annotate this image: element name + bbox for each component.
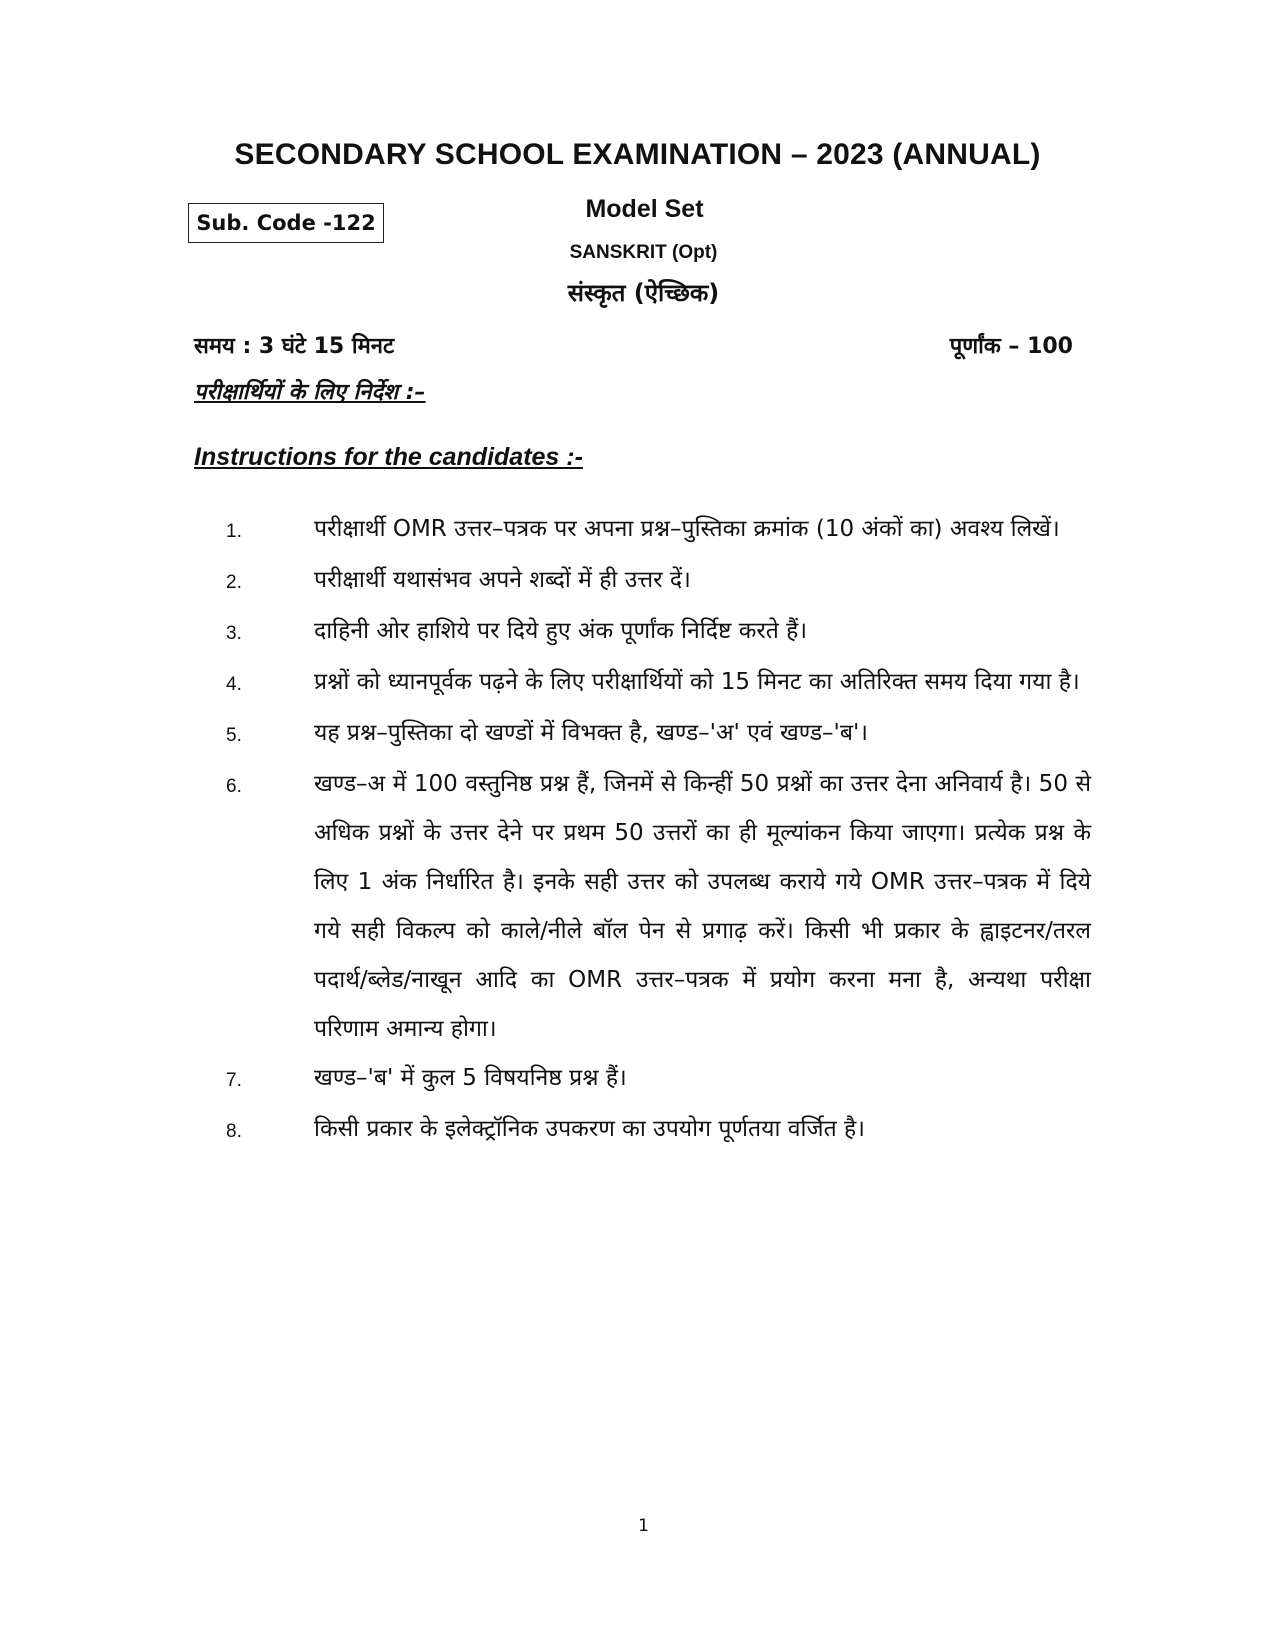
exam-duration: समय : 3 घंटे 15 मिनट bbox=[194, 334, 395, 359]
instruction-text: दाहिनी ओर हाशिये पर दिये हुए अंक पूर्णांक निर्दिष्ट करते हैं। bbox=[314, 618, 808, 644]
instruction-item bbox=[226, 1054, 1091, 1105]
instruction-number: 3. bbox=[226, 623, 242, 644]
subject-name-english: SANSKRIT (Opt) bbox=[569, 242, 718, 263]
exam-title: SECONDARY SCHOOL EXAMINATION – 2023 (ANNUAL) bbox=[234, 138, 1041, 171]
instruction-number: 8. bbox=[226, 1121, 242, 1142]
instruction-list bbox=[226, 505, 1091, 1156]
instruction-text: परीक्षार्थी यथासंभव अपने शब्दों में ही उत्तर दें। bbox=[314, 567, 691, 593]
instruction-number: 1. bbox=[226, 521, 242, 542]
instruction-text: खण्ड–अ में 100 वस्तुनिष्ठ प्रश्न हैं, जिनमें से किन्हीं 50 प्रश्नों का उत्तर देना अनिवार्य है। 50 से अधिक प्रश्नों के उत्तर देने पर प्रथम 50 उत्तरों का ही मूल्यांकन किया जाएगा। प्रत्येक प्रश्न के लिए 1 अंक निर्धारित है। इनके सही उत्तर को उपलब्ध कराये गये OMR उत्तर–पत्रक में दिये गये सही विकल्प को काले/नीले बॉल पेन से प्रगाढ़ करें। किसी भी प्रकार के ह्वाइटनर/तरल पदार्थ/ब्लेड/नाखून आदि का OMR उत्तर–पत्रक में प्रयोग करना मना है, अन्यथा परीक्षा परिणाम अमान्य होगा। bbox=[314, 771, 1091, 1042]
page-number: 1 bbox=[638, 1516, 649, 1536]
instruction-text: यह प्रश्न–पुस्तिका दो खण्डों में विभक्त है, खण्ड–'अ' एवं खण्ड–'ब'। bbox=[314, 720, 869, 746]
instruction-number: 2. bbox=[226, 572, 242, 593]
instruction-item bbox=[226, 556, 1091, 607]
instruction-item bbox=[226, 658, 1091, 709]
instruction-text: प्रश्नों को ध्यानपूर्वक पढ़ने के लिए परीक्षार्थियों को 15 मिनट का अतिरिक्त समय दिया गया है। bbox=[314, 669, 1080, 695]
instruction-item bbox=[226, 1105, 1091, 1156]
instruction-number: 7. bbox=[226, 1070, 242, 1091]
instruction-item bbox=[226, 505, 1091, 556]
full-marks: पूर्णांक – 100 bbox=[949, 334, 1073, 359]
instruction-number: 4. bbox=[226, 674, 242, 695]
model-set-label: Model Set bbox=[585, 195, 704, 223]
instruction-number: 6. bbox=[226, 776, 242, 797]
instruction-text: किसी प्रकार के इलेक्ट्रॉनिक उपकरण का उपयोग पूर्णतया वर्जित है। bbox=[314, 1116, 865, 1142]
instruction-number: 5. bbox=[226, 725, 242, 746]
instruction-item bbox=[226, 607, 1091, 658]
subject-code-box: Sub. Code -122 bbox=[188, 203, 384, 243]
instructions-heading-hindi: परीक्षार्थियों के लिए निर्देश :– bbox=[194, 380, 426, 405]
instruction-text: परीक्षार्थी OMR उत्तर–पत्रक पर अपना प्रश्न–पुस्तिका क्रमांक (10 अंकों का) अवश्य लिखें। bbox=[314, 516, 1060, 542]
instruction-text: खण्ड–'ब' में कुल 5 विषयनिष्ठ प्रश्न हैं। bbox=[314, 1065, 627, 1091]
subject-name-hindi: संस्कृत (ऐच्छिक) bbox=[567, 279, 720, 307]
instructions-heading-english: Instructions for the candidates :- bbox=[194, 443, 583, 471]
instruction-item bbox=[226, 760, 1091, 1054]
instruction-item bbox=[226, 709, 1091, 760]
